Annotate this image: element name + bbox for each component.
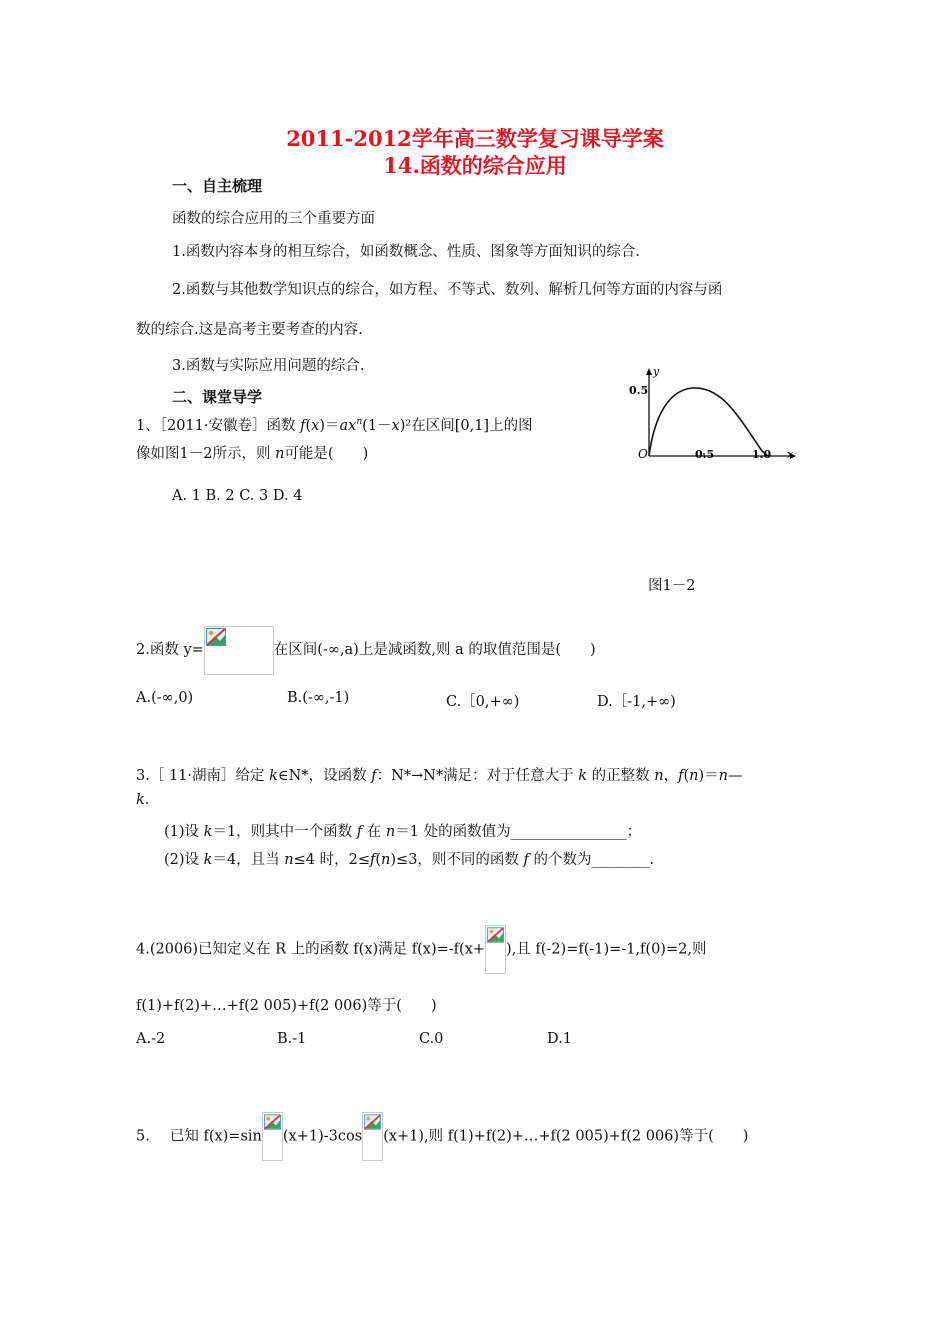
section2-heading: 二、课堂导学 xyxy=(172,388,263,406)
y-axis-arrow xyxy=(646,368,652,375)
page-subtitle: 14.函数的综合应用 xyxy=(383,153,567,178)
q4-line2: f(1)+f(2)+…+f(2 005)+f(2 006)等于( ) xyxy=(136,998,437,1014)
x-tick-label-1: 0.5 xyxy=(695,448,715,461)
section1-item2-line2: 数的综合.这是高考主要考查的内容. xyxy=(136,322,363,338)
q1-options: A. 1 B. 2 C. 3 D. 4 xyxy=(172,488,303,504)
x-tick-label-2: 1.0 xyxy=(752,448,772,461)
broken-image-icon xyxy=(362,1112,383,1161)
section1-intro: 函数的综合应用的三个重要方面 xyxy=(172,211,375,227)
q4-line1: 4.(2006)已知定义在 R 上的函数 f(x)满足 f(x)=-f(x+ ),且 f(-2)=f(-1)=-1,f(0)=2,则 xyxy=(136,925,706,974)
page-title: 2011-2012学年高三数学复习课导学案 xyxy=(286,126,664,151)
section1-item3: 3.函数与实际应用问题的综合. xyxy=(172,358,365,374)
y-tick-label: 0.5 xyxy=(629,384,649,397)
q4-option-a: A.-2 xyxy=(136,1031,166,1047)
figure-caption: 图1－2 xyxy=(648,578,696,594)
q3-line2: k. xyxy=(136,792,150,808)
q4-option-d: D.1 xyxy=(547,1031,572,1047)
x-axis-label: x xyxy=(787,448,794,461)
q2-option-b: B.(-∞,-1) xyxy=(287,690,350,706)
q3-line1: 3.［ 11·湖南］给定 k∈N*，设函数 f：N*→N*满足：对于任意大于 k 的正整数 n，f(n)＝n— xyxy=(136,768,743,784)
section1-heading: 一、自主梳理 xyxy=(172,177,263,195)
broken-image-icon xyxy=(485,925,506,974)
section1-item2-line1: 2.函数与其他数学知识点的综合，如方程、不等式、数列、解析几何等方面的内容与函 xyxy=(172,282,723,298)
broken-image-icon xyxy=(262,1112,283,1161)
q1-line2: 像如图1－2所示，则 n可能是( ) xyxy=(136,446,369,462)
origin-label: O xyxy=(638,447,648,461)
q5-line: 5. 已知 f(x)=sin (x+1)-3cos (x+1),则 f(1)+f(2)+…+f(2 005)+f(2 006)等于( ) xyxy=(136,1112,748,1161)
q4-option-b: B.-1 xyxy=(277,1031,307,1047)
q2-option-d: D.［-1,+∞) xyxy=(597,694,676,710)
q4-option-c: C.0 xyxy=(419,1031,444,1047)
y-axis-label: y xyxy=(653,366,660,378)
broken-image-icon xyxy=(204,626,274,675)
section1-item1: 1.函数内容本身的相互综合，如函数概念、性质、图象等方面知识的综合. xyxy=(172,244,640,260)
q3-subquestion-2: (2)设 k＝4，且当 n≤4 时，2≤f(n)≤3，则不同的函数 f 的个数为________. xyxy=(164,852,655,868)
q2-line: 2.函数 y= 在区间(-∞,a)上是减函数,则 a 的取值范围是( ) xyxy=(136,625,596,675)
function-graph xyxy=(622,366,812,466)
q2-option-c: C.［0,+∞) xyxy=(446,694,520,710)
q2-option-a: A.(-∞,0) xyxy=(136,690,194,706)
curve xyxy=(649,388,768,456)
q3-subquestion-1: (1)设 k＝1，则其中一个函数 f 在 n＝1 处的函数值为________________； xyxy=(164,824,642,840)
q1-line1: 1、［2011·安徽卷］函数 $f(x)=ax^n(1-x)^2$在区间[0,1]上的图 xyxy=(136,417,533,434)
